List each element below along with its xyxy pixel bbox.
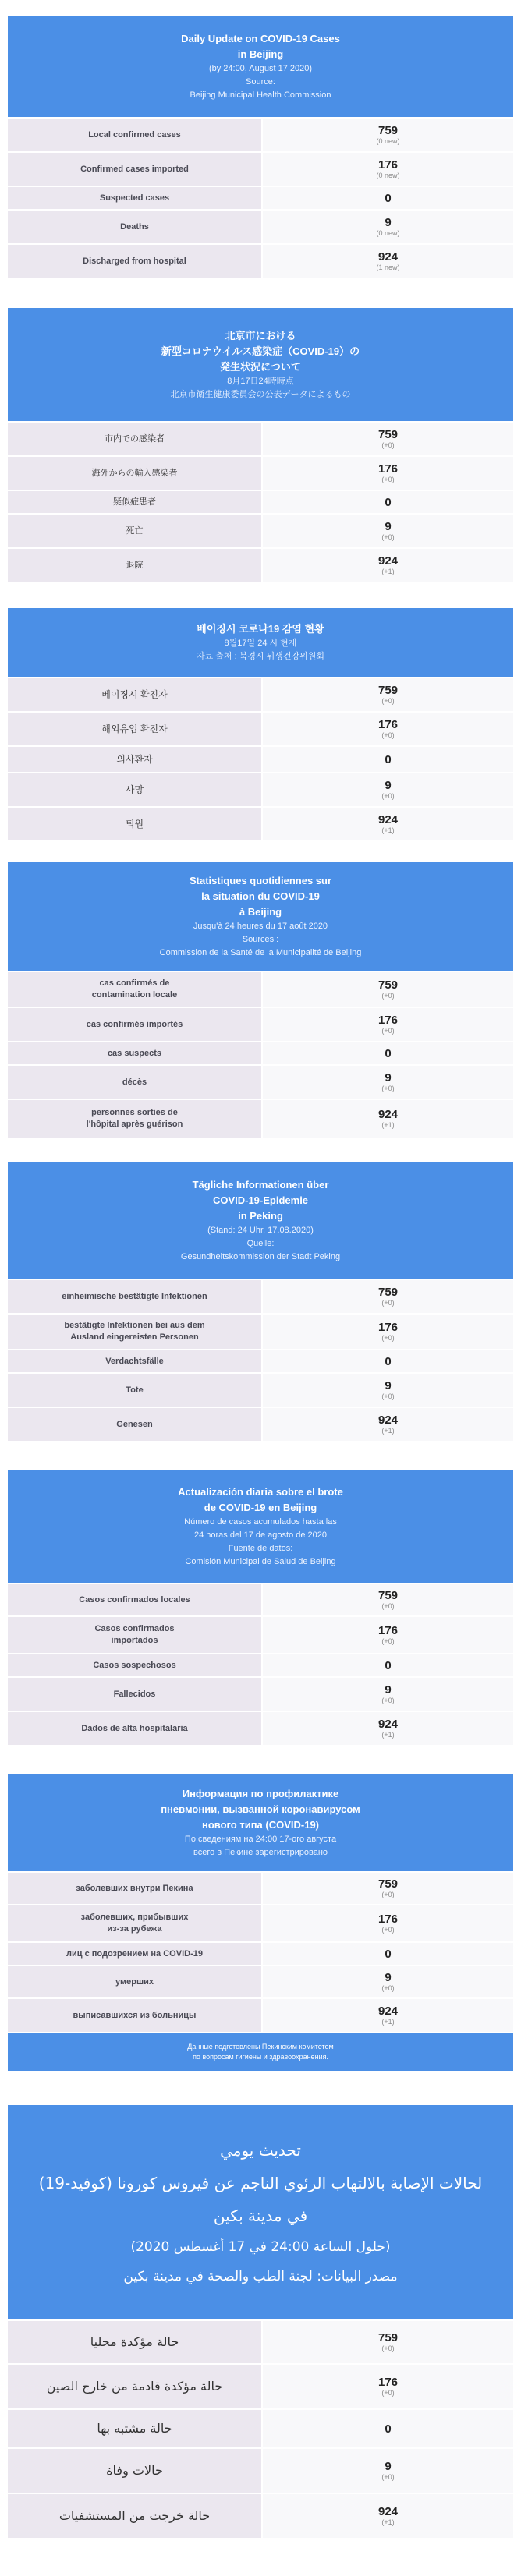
row-change: (+0) — [381, 1637, 395, 1645]
row-value: 176 — [377, 1624, 399, 1637]
row-value: 9 — [385, 1071, 392, 1085]
header-date-line: Jusqu'à 24 heures du 17 août 2020 — [193, 921, 328, 931]
row-label: лиц с подозрением на COVID-19 — [8, 1943, 261, 1965]
row-value: 176 — [377, 718, 399, 731]
header-source-line: Commission de la Santé de la Municipalité de Beijing — [159, 947, 362, 957]
row-value: 924 — [377, 2505, 399, 2518]
row-value: 176 — [377, 1014, 399, 1027]
row-value-cell — [261, 808, 513, 840]
row-value: 9 — [385, 216, 392, 229]
table-row — [8, 1941, 513, 1965]
row-label: bestätigte Infektionen bei aus dem Ausland eingereisten Personen — [8, 1315, 261, 1349]
table-row — [8, 1313, 513, 1349]
source-footer — [8, 2032, 513, 2071]
table-row — [8, 2408, 513, 2447]
row-value-cell — [261, 2410, 513, 2447]
row-value-cell — [261, 1905, 513, 1941]
row-label: заболевших внутри Пекина — [8, 1873, 261, 1904]
header-source-label: Quelle: — [246, 1238, 275, 1248]
row-label: Confirmed cases imported — [8, 153, 261, 186]
table-row — [8, 2363, 513, 2408]
row-change: (+0) — [381, 792, 395, 800]
table-row — [8, 1965, 513, 1997]
row-change: (+1) — [381, 1731, 395, 1739]
row-label: Discharged from hospital — [8, 245, 261, 278]
row-value-cell — [261, 2321, 513, 2363]
header-title-line: في مدينة بكين — [213, 2206, 308, 2225]
header-title-line: пневмонии, вызванной коронавирусом — [161, 1803, 360, 1815]
row-change: (+0) — [381, 1602, 395, 1610]
row-label: cas confirmés de contamination locale — [8, 972, 261, 1007]
row-change: (+1) — [381, 568, 395, 575]
section-header — [8, 862, 513, 971]
row-value-cell — [261, 1678, 513, 1711]
table-row — [8, 772, 513, 806]
header-date-line: 8月17日24時時点 — [227, 376, 294, 386]
row-label: Local confirmed cases — [8, 119, 261, 151]
row-change: (+0) — [381, 1891, 395, 1898]
header-title-line: COVID-19-Epidemie — [212, 1194, 309, 1206]
row-change: (+0) — [381, 1697, 395, 1704]
row-label: cas suspects — [8, 1042, 261, 1064]
row-label: cas confirmés importés — [8, 1008, 261, 1041]
header-info-line: всего в Пекине зарегистрировано — [193, 1847, 328, 1857]
row-label: حالة مؤكدة محليا — [8, 2321, 261, 2363]
header-title-line: à Beijing — [239, 905, 282, 918]
row-value-cell — [261, 2494, 513, 2538]
table-row — [8, 1007, 513, 1041]
section-header — [8, 1470, 513, 1583]
row-change: (+0) — [381, 2389, 395, 2397]
table-row — [8, 1279, 513, 1313]
row-label: Suspected cases — [8, 187, 261, 209]
row-change: (0 new) — [376, 229, 400, 237]
row-label: Verdachtsfälle — [8, 1350, 261, 1372]
table-row — [8, 1711, 513, 1745]
row-label: حالة مؤكدة قادمة من خارج الصين — [8, 2365, 261, 2408]
row-value-cell — [261, 713, 513, 745]
header-date-line: (Stand: 24 Uhr, 17.08.2020) — [207, 1225, 314, 1235]
row-value-cell — [261, 972, 513, 1007]
row-change: (+0) — [381, 533, 395, 541]
table-row — [8, 971, 513, 1007]
table-row — [8, 243, 513, 278]
row-value: 759 — [377, 1286, 399, 1299]
table-row — [8, 209, 513, 243]
row-value: 0 — [385, 752, 392, 766]
header-title-line: تحديث يومي — [220, 2140, 301, 2160]
row-value-cell — [261, 1374, 513, 1407]
table-row — [8, 1349, 513, 1372]
row-value: 924 — [377, 813, 399, 826]
table-row — [8, 1064, 513, 1099]
row-value-cell — [261, 747, 513, 772]
row-change: (+1) — [381, 1427, 395, 1435]
row-label: 海外からの輸入感染者 — [8, 457, 261, 490]
row-label: Casos sospechosos — [8, 1654, 261, 1676]
row-value-cell — [261, 2449, 513, 2493]
header-title-line: Информация по профилактике — [182, 1787, 339, 1799]
header-date-line: Número de casos acumulados hasta las — [184, 1516, 337, 1527]
row-value-cell — [261, 2365, 513, 2408]
row-label: Deaths — [8, 211, 261, 243]
section-header — [8, 2105, 513, 2319]
row-label: personnes sorties de l'hôpital après guérison — [8, 1100, 261, 1138]
header-title-line: Tägliche Informationen über — [192, 1178, 329, 1191]
row-label: حالة مشتبه بها — [8, 2410, 261, 2447]
row-value: 759 — [377, 1589, 399, 1602]
row-value: 759 — [377, 2331, 399, 2344]
row-value-cell — [261, 1042, 513, 1064]
header-date-line: По сведениям на 24:00 17-ого августа — [184, 1834, 337, 1844]
row-value: 924 — [377, 1718, 399, 1731]
row-value-cell — [261, 1873, 513, 1904]
row-value: 924 — [377, 250, 399, 264]
row-label: einheimische bestätigte Infektionen — [8, 1280, 261, 1313]
row-value: 9 — [385, 1683, 392, 1697]
row-change: (0 new) — [376, 137, 400, 145]
table-row — [8, 1099, 513, 1138]
section-header — [8, 1774, 513, 1871]
row-value: 176 — [377, 158, 399, 172]
row-change: (+0) — [381, 992, 395, 1000]
row-value-cell — [261, 1584, 513, 1615]
row-value-cell — [261, 1100, 513, 1138]
header-title-line: in Peking — [238, 1209, 283, 1222]
row-value: 924 — [377, 554, 399, 568]
row-label: 市内での感染者 — [8, 423, 261, 455]
section-english — [8, 16, 513, 278]
table-row — [8, 1372, 513, 1407]
row-value: 759 — [377, 124, 399, 137]
table-row — [8, 1997, 513, 2032]
table-row — [8, 1583, 513, 1615]
row-value: 176 — [377, 1913, 399, 1926]
section-header — [8, 308, 513, 421]
header-title-line: 베이징시 코로나19 감염 현황 — [197, 623, 324, 635]
section-spanish — [8, 1470, 513, 1745]
row-change: (+1) — [381, 1121, 395, 1129]
row-value: 9 — [385, 1971, 392, 1984]
row-value: 924 — [377, 2005, 399, 2018]
row-label: 疑似症患者 — [8, 491, 261, 513]
table-row — [8, 455, 513, 490]
row-value: 0 — [385, 2422, 392, 2436]
header-title-line: Statistiques quotidiennes sur — [189, 874, 332, 886]
table-row — [8, 1041, 513, 1064]
row-value-cell — [261, 549, 513, 582]
row-label: умерших — [8, 1966, 261, 1997]
header-title-line: in Beijing — [237, 48, 284, 60]
section-french — [8, 862, 513, 1138]
row-value: 0 — [385, 191, 392, 205]
table-row — [8, 2447, 513, 2493]
row-value-cell — [261, 1617, 513, 1653]
row-value: 176 — [377, 2376, 399, 2389]
row-value: 759 — [377, 978, 399, 992]
row-value-cell — [261, 423, 513, 455]
row-value-cell — [261, 515, 513, 547]
table-row — [8, 513, 513, 547]
row-value: 0 — [385, 1658, 392, 1672]
row-change: (+0) — [381, 1334, 395, 1342]
table-row — [8, 547, 513, 582]
row-change: (+0) — [381, 441, 395, 449]
row-value: 176 — [377, 462, 399, 476]
row-value: 0 — [385, 1046, 392, 1060]
row-label: Casos confirmados locales — [8, 1584, 261, 1615]
header-source-line: Gesundheitskommission der Stadt Peking — [180, 1251, 341, 1261]
row-label: Dados de alta hospitalaria — [8, 1712, 261, 1745]
table-row — [8, 421, 513, 455]
row-value: 9 — [385, 2460, 392, 2473]
row-label: заболевших, прибывших из-за рубежа — [8, 1905, 261, 1941]
row-value: 0 — [385, 1354, 392, 1368]
header-title-line: de COVID-19 en Beijing — [204, 1501, 317, 1513]
row-value-cell — [261, 773, 513, 806]
footer-line: по вопросам гигиены и здравоохранения. — [193, 2053, 328, 2061]
table-row — [8, 117, 513, 151]
row-value: 924 — [377, 1108, 399, 1121]
footer-line: Данные подготовлены Пекинским комитетом — [187, 2043, 334, 2051]
row-label: حالات وفاة — [8, 2449, 261, 2493]
header-date-line: (حلول الساعة 24:00 في 17 أغسطس 2020) — [130, 2238, 391, 2255]
row-value-cell — [261, 1712, 513, 1745]
row-change: (+0) — [381, 476, 395, 483]
row-value-cell — [261, 678, 513, 711]
table-row — [8, 186, 513, 209]
row-change: (+0) — [381, 697, 395, 705]
table-row — [8, 745, 513, 772]
row-change: (+1) — [381, 2518, 395, 2526]
row-change: (+0) — [381, 2344, 395, 2352]
row-change: (+0) — [381, 731, 395, 739]
table-row — [8, 1676, 513, 1711]
header-title-line: 北京市における — [225, 329, 296, 341]
section-japanese — [8, 308, 513, 582]
table-row — [8, 1407, 513, 1441]
row-label: 退院 — [8, 549, 261, 582]
row-label: 死亡 — [8, 515, 261, 547]
row-value: 759 — [377, 428, 399, 441]
row-label: Fallecidos — [8, 1678, 261, 1711]
row-value: 9 — [385, 520, 392, 533]
header-date-line: 24 horas del 17 de agosto de 2020 — [193, 1530, 328, 1540]
table-row — [8, 2493, 513, 2538]
row-label: 사망 — [8, 773, 261, 806]
table-row — [8, 1871, 513, 1904]
row-change: (+0) — [381, 1299, 395, 1307]
row-value-cell — [261, 211, 513, 243]
header-source-line: مصدر البيانات: لجنة الطب والصحة في مدينة بكين — [123, 2268, 398, 2284]
header-title-line: Daily Update on COVID-19 Cases — [181, 32, 340, 44]
row-change: (1 new) — [376, 264, 400, 271]
row-value: 924 — [377, 1414, 399, 1427]
header-source-line: 자료 출처 : 북경시 위생건강위원회 — [196, 652, 325, 661]
row-change: (+0) — [381, 1926, 395, 1934]
header-title-line: la situation du COVID-19 — [201, 890, 320, 902]
header-title-line: 新型コロナウイルス感染症（COVID-19）の — [161, 345, 360, 357]
row-value-cell — [261, 1315, 513, 1349]
section-header — [8, 16, 513, 117]
row-change: (+0) — [381, 1392, 395, 1400]
table-row — [8, 806, 513, 840]
row-value-cell — [261, 1008, 513, 1041]
row-value-cell — [261, 119, 513, 151]
row-value-cell — [261, 245, 513, 278]
section-header — [8, 608, 513, 677]
row-label: 의사환자 — [8, 747, 261, 772]
row-value-cell — [261, 1066, 513, 1099]
row-label: Casos confirmados importados — [8, 1617, 261, 1653]
header-source-label: Sources : — [242, 934, 279, 944]
row-label: 퇴원 — [8, 808, 261, 840]
row-value: 9 — [385, 779, 392, 792]
row-value: 9 — [385, 1379, 392, 1392]
table-row — [8, 677, 513, 711]
row-value: 759 — [377, 1877, 399, 1891]
section-russian — [8, 1774, 513, 2071]
row-value: 0 — [385, 1947, 392, 1961]
header-title-line: Actualización diaria sobre el brote — [178, 1485, 343, 1498]
row-value-cell — [261, 187, 513, 209]
row-change: (0 new) — [376, 172, 400, 179]
row-label: Tote — [8, 1374, 261, 1407]
header-title-line: нового типа (COVID-19) — [201, 1818, 320, 1831]
row-value-cell — [261, 153, 513, 186]
row-label: 해외유입 확진자 — [8, 713, 261, 745]
row-value: 176 — [377, 1321, 399, 1334]
row-label: выписавшихся из больницы — [8, 1999, 261, 2032]
table-row — [8, 1615, 513, 1653]
header-source-label: Source: — [246, 76, 275, 87]
row-label: 베이징시 확진자 — [8, 678, 261, 711]
row-value-cell — [261, 491, 513, 513]
table-row — [8, 1653, 513, 1676]
row-value-cell — [261, 1999, 513, 2032]
section-header — [8, 1162, 513, 1279]
row-change: (+1) — [381, 826, 395, 834]
row-change: (+0) — [381, 1984, 395, 1992]
row-change: (+0) — [381, 2473, 395, 2481]
row-value-cell — [261, 1943, 513, 1965]
row-value-cell — [261, 1280, 513, 1313]
row-label: حالة خرجت من المستشفيات — [8, 2494, 261, 2538]
table-row — [8, 1904, 513, 1941]
row-change: (+0) — [381, 1027, 395, 1035]
header-source-line: Beijing Municipal Health Commission — [190, 90, 331, 100]
table-row — [8, 2319, 513, 2363]
header-title-line: لحالات الإصابة بالالتهاب الرئوي الناجم عن فيروس كورونا (كوفيد-19) — [38, 2173, 483, 2192]
row-label: Genesen — [8, 1408, 261, 1441]
section-korean — [8, 608, 513, 840]
table-row — [8, 711, 513, 745]
header-date-line: (by 24:00, August 17 2020) — [208, 63, 313, 73]
row-change: (+0) — [381, 1085, 395, 1092]
table-row — [8, 151, 513, 186]
row-value: 759 — [377, 684, 399, 697]
row-value-cell — [261, 1408, 513, 1441]
header-source-line: Comisión Municipal de Salud de Beijing — [185, 1556, 336, 1566]
row-value: 0 — [385, 495, 392, 509]
row-value-cell — [261, 1654, 513, 1676]
section-arabic — [8, 2105, 513, 2538]
header-source-label: Fuente de datos: — [228, 1543, 293, 1553]
row-value-cell — [261, 1350, 513, 1372]
header-source-line: 北京市衛生健康委員会の公表データによるもの — [170, 389, 351, 399]
row-value-cell — [261, 1966, 513, 1997]
row-change: (+1) — [381, 2018, 395, 2026]
header-date-line: 8월17일 24 시 현재 — [224, 639, 297, 648]
section-german — [8, 1162, 513, 1441]
header-title-line: 発生状況について — [220, 360, 301, 373]
row-label: décès — [8, 1066, 261, 1099]
table-row — [8, 490, 513, 513]
row-value-cell — [261, 457, 513, 490]
